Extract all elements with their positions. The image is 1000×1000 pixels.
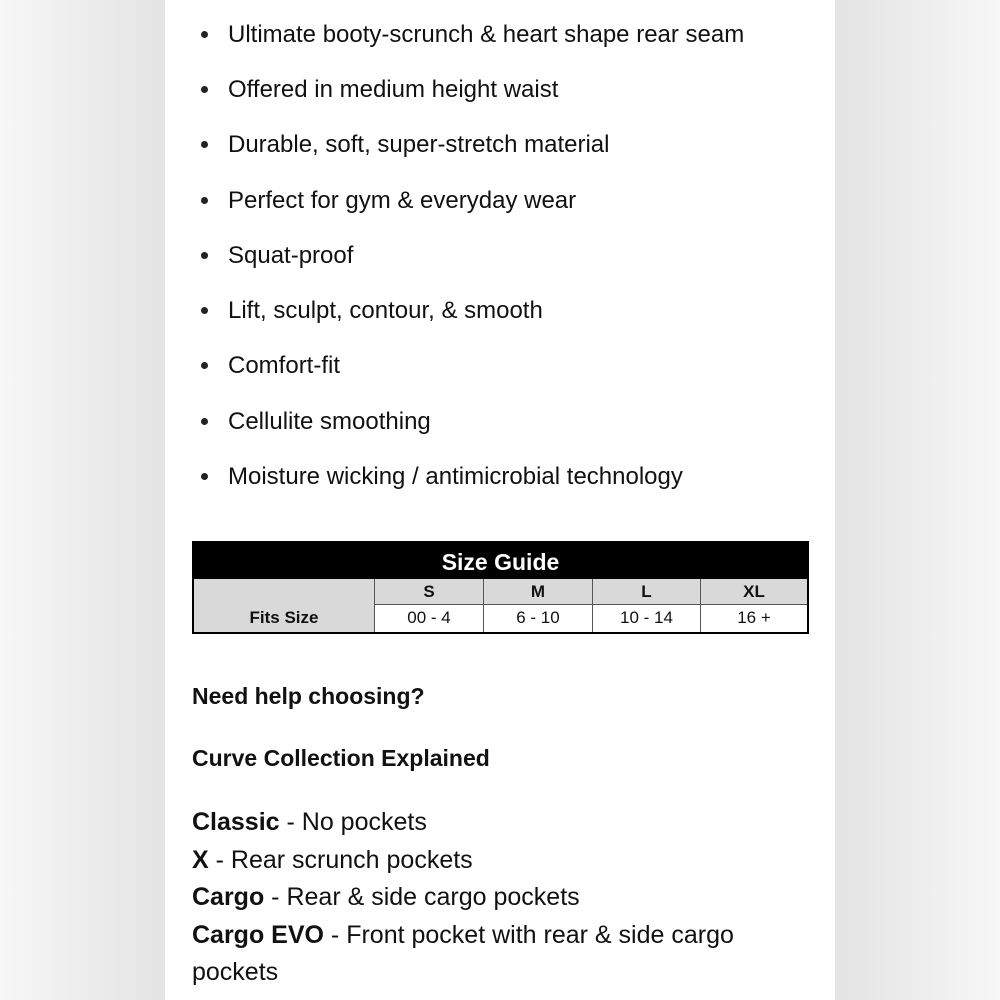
bullet-icon [201,362,208,369]
fits-value-s: 00 - 4 [374,605,483,632]
feature-text: Squat-proof [228,242,354,269]
collection-heading: Curve Collection Explained [192,745,490,771]
bullet-icon [201,197,208,204]
bullet-icon [201,252,208,259]
collection-description: - Front pocket with rear & side cargo pockets [192,920,734,986]
feature-item [165,181,825,221]
feature-item [165,236,825,276]
feature-text: Perfect for gym & everyday wear [228,187,577,214]
feature-item [165,291,825,331]
feature-item [165,15,825,55]
collection-description: - Rear scrunch pockets [208,845,473,874]
collection-description: - No pockets [279,808,427,836]
fits-value-m: 6 - 10 [483,605,592,632]
collection-item-cargo-evo [192,917,822,992]
size-header-l: L [592,579,700,605]
help-heading: Need help choosing? [192,683,425,709]
size-guide-grid [194,579,807,632]
product-description-page [165,0,835,1000]
bullet-icon [201,86,208,93]
bullet-icon [201,473,208,480]
collection-item-cargo [192,879,822,917]
feature-item [165,125,825,165]
fits-value-l: 10 - 14 [592,605,700,632]
feature-text: Moisture wicking / antimicrobial technology [228,463,683,490]
size-guide-title: Size Guide [194,543,807,579]
collection-name: Classic [192,808,280,836]
feature-text: Durable, soft, super-stretch material [228,131,610,158]
size-guide-table [192,541,809,634]
background-right [835,0,1000,1000]
feature-text: Comfort-fit [228,352,341,379]
size-header-m: M [483,579,592,605]
feature-text: Cellulite smoothing [228,408,431,435]
bullet-icon [201,307,208,314]
feature-text: Offered in medium height waist [228,76,559,103]
background-left [0,0,165,1000]
feature-text: Lift, sculpt, contour, & smooth [228,297,543,324]
collection-explanation [192,804,822,992]
feature-item [165,346,825,386]
feature-item [165,402,825,442]
collection-description: - Rear & side cargo pockets [264,883,580,911]
size-header-xl: XL [700,579,807,605]
feature-item [165,457,825,497]
bullet-icon [201,31,208,38]
fits-size-label: Fits Size [249,608,319,627]
bullet-icon [201,141,208,148]
bullet-icon [201,418,208,425]
collection-item-x [192,842,822,880]
collection-item-classic [192,804,822,842]
feature-text: Ultimate booty-scrunch & heart shape rear seam [228,21,745,48]
collection-name: Cargo EVO [192,920,324,949]
collection-name: X [192,845,209,874]
feature-item [165,70,825,110]
fits-value-xl: 16 + [700,605,807,632]
collection-name: Cargo [192,883,265,911]
size-header-s: S [374,579,483,605]
